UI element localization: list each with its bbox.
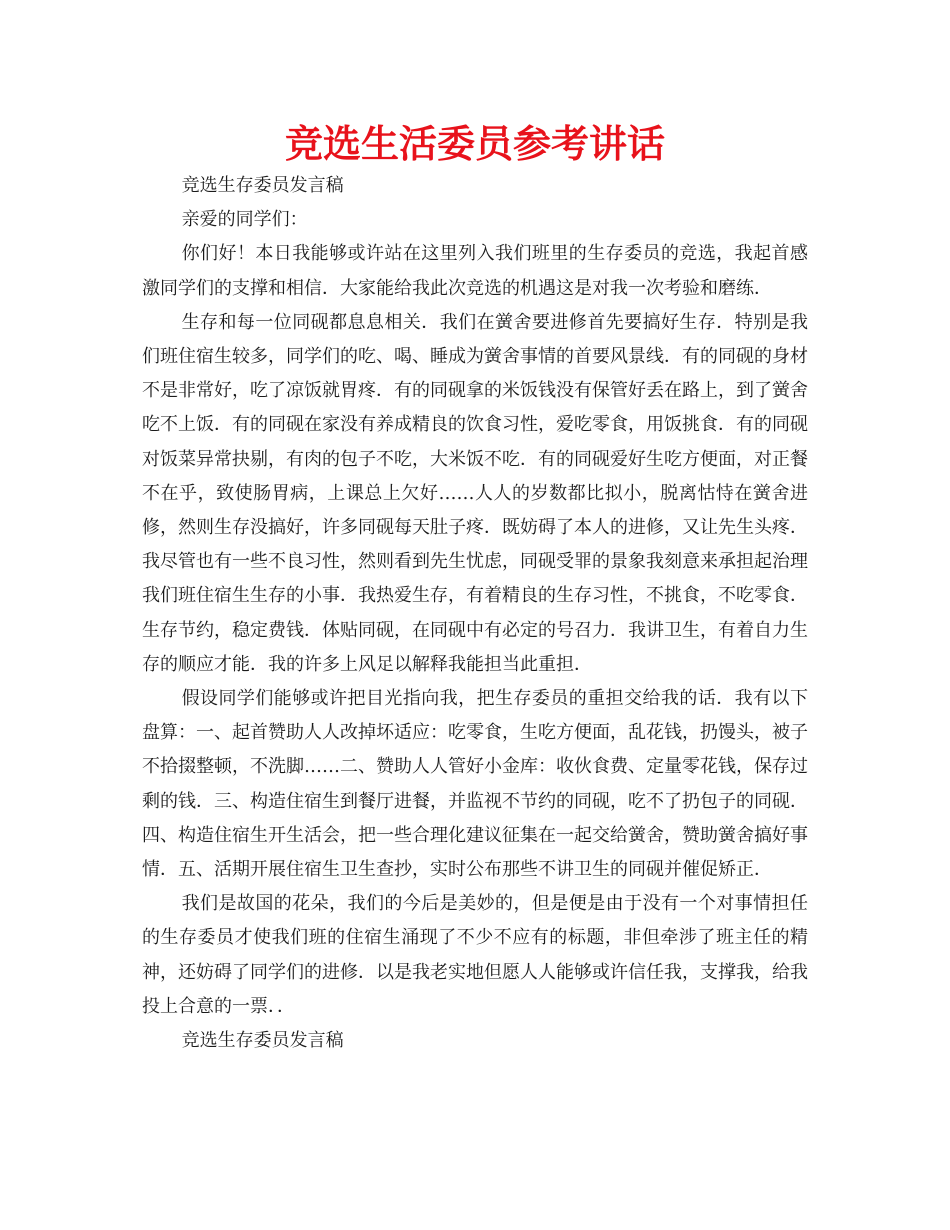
body-paragraph: 生存和每一位同砚都息息相关．我们在黉舍要进修首先要搞好生存．特别是我们班住宿生较多，同学们的吃、喝、睡成为黉舍事情的首要风景线．有的同砚的身材不是非常好，吃了凉饭就胃疼．有的同砚拿的米饭钱没有保管好丢在路上，到了黉舍吃不上饭．有的同砚在家没有养成精良的饮食习性，爱吃零食，用饭挑食．有的同砚对饭菜异常抉剔，有肉的包子不吃，大米饭不吃．有的同砚爱好生吃方便面，对正餐不在乎，致使肠胃病，上课总上欠好……人人的岁数都比拟小，脱离怙恃在黉舍进修，然则生存没搞好，许多同砚每天肚子疼．既妨碍了本人的进修，又让先生头疼．我尽管也有一些不良习性，然则看到先生忧虑，同砚受罪的景象我刻意来承担起治理我们班住宿生生存的小事．我热爱生存，有着精良的生存习性，不挑食，不吃零食．生存节约，稳定费钱．体贴同砚，在同砚中有必定的号召力．我讲卫生，有着自力生存的顺应才能．我的许多上风足以解释我能担当此重担． [142,311,808,675]
document-body [142,169,808,1058]
salutation-paragraph: 亲爱的同学们： [181,209,308,231]
body-paragraph: 假设同学们能够或许把目光指向我，把生存委员的重担交给我的话．我有以下盘算：一、起首赞助人人改掉坏适应：吃零食，生吃方便面，乱花钱，扔馒头，被子不拾掇整顿，不洗脚……二、赞助人人管好小金库：收伙食费、定量零花钱，保存过剩的钱．三、构造住宿生到餐厅进餐，并监视不节约的同砚，吃不了扔包子的同砚．四、构造住宿生开生活会，把一些合理化建议征集在一起交给黉舍，赞助黉舍搞好事情．五、活期开展住宿生卫生查抄，实时公布那些不讲卫生的同砚并催促矫正． [142,688,808,881]
document-title: 竞选生活委员参考讲话 [284,122,665,166]
body-paragraph: 我们是故国的花朵，我们的今后是美妙的，但是便是由于没有一个对事情担任的生存委员才使我们班的住宿生涌现了不少不应有的标题，非但牵涉了班主任的精神，还妨碍了同学们的进修．以是我老实地但愿人人能够或许信任我，支撑我，给我投上合意的一票．． [142,893,808,1017]
subtitle-paragraph: 竞选生存委员发言稿 [181,175,344,196]
body-paragraph: 你们好！本日我能够或许站在这里列入我们班里的生存委员的竞选，我起首感激同学们的支撑和相信．大家能给我此次竞选的机遇这是对我一次考验和磨练． [142,243,808,299]
closing-paragraph: 竞选生存委员发言稿 [181,1030,344,1052]
